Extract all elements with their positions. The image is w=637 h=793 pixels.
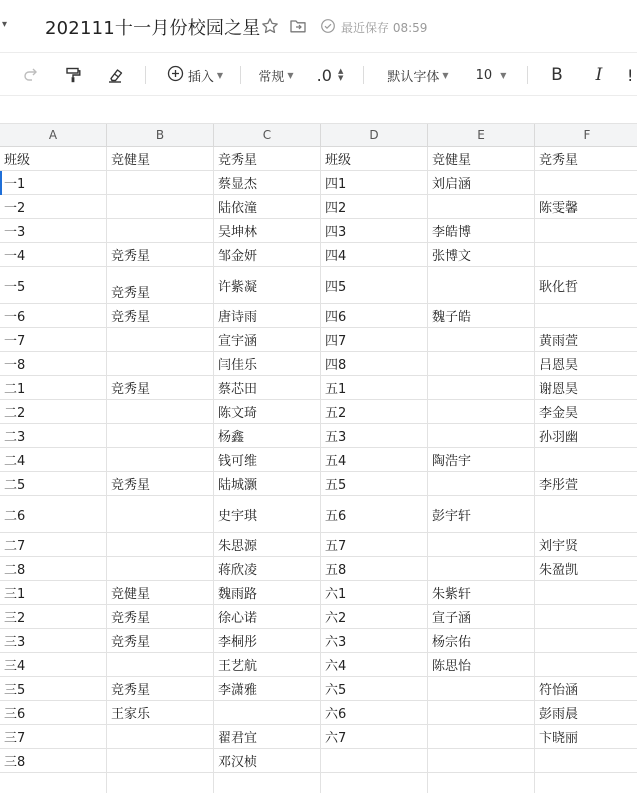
grid-cell-d[interactable]: 五7	[321, 533, 428, 556]
title-bar	[0, 0, 637, 52]
grid-cell-c[interactable]: 竞秀星	[214, 147, 321, 170]
font-family-label: 默认字体	[387, 69, 440, 85]
grid-cell-d[interactable]: 六4	[321, 653, 428, 676]
grid-cell-e[interactable]: 杨宗佑	[428, 629, 535, 652]
grid-cell-c[interactable]: 蔡芯田	[214, 376, 321, 399]
grid-cell-b[interactable]: 竞秀星	[107, 304, 214, 327]
table-row	[0, 195, 637, 219]
grid-cell-c[interactable]: 朱思源	[214, 533, 321, 556]
grid-cell-d[interactable]: 六7	[321, 725, 428, 748]
selection-cursor	[0, 171, 2, 195]
column-header-b[interactable]: B	[107, 124, 214, 147]
grid-cell-e[interactable]: 彭宇轩	[428, 496, 535, 532]
table-row	[0, 557, 637, 581]
table-row	[0, 725, 637, 749]
grid-cell-e[interactable]: 宣子涵	[428, 605, 535, 628]
table-row	[0, 267, 637, 304]
grid-cell-f[interactable]: 孙羽幽	[535, 424, 637, 447]
grid-cell-d[interactable]: 四3	[321, 219, 428, 242]
table-row	[0, 328, 637, 352]
more-tools-icon[interactable]: !	[627, 65, 634, 85]
grid-cell-c[interactable]: 魏雨路	[214, 581, 321, 604]
chevron-down-icon: ▼	[216, 70, 224, 80]
grid-cell-e[interactable]	[428, 352, 535, 375]
grid-cell-d[interactable]: 六1	[321, 581, 428, 604]
grid-cell-a[interactable]: 二3	[0, 424, 107, 447]
grid-cell-c[interactable]	[214, 773, 321, 793]
grid-cell-b[interactable]: 竞秀星	[107, 677, 214, 700]
grid-cell-a[interactable]: 二2	[0, 400, 107, 423]
grid-cell-b[interactable]	[107, 219, 214, 242]
grid-cell-a[interactable]: 一1	[0, 171, 107, 194]
grid-cell-a[interactable]: 一8	[0, 352, 107, 375]
insert-menu-button[interactable]	[163, 53, 227, 97]
grid-cell-a[interactable]: 三2	[0, 605, 107, 628]
grid-cell-d[interactable]: 六5	[321, 677, 428, 700]
grid-cell-a[interactable]	[0, 773, 107, 793]
move-to-folder-icon[interactable]	[288, 16, 308, 36]
grid-cell-c[interactable]: 王艺航	[214, 653, 321, 676]
table-row	[0, 376, 637, 400]
grid-cell-e[interactable]	[428, 267, 535, 303]
grid-cell-a[interactable]: 一2	[0, 195, 107, 218]
table-row	[0, 533, 637, 557]
grid-cell-a[interactable]: 二4	[0, 448, 107, 471]
grid-cell-a[interactable]: 二8	[0, 557, 107, 580]
font-size-dropdown[interactable]	[471, 53, 511, 97]
toolbar-divider	[145, 66, 146, 84]
grid-cell-a[interactable]: 三5	[0, 677, 107, 700]
grid-cell-c[interactable]: 杨鑫	[214, 424, 321, 447]
grid-cell-b[interactable]: 竞秀星	[107, 376, 214, 399]
grid-cell-c[interactable]: 史宇琪	[214, 496, 321, 532]
table-row	[0, 424, 637, 448]
grid-cell-b[interactable]: 王家乐	[107, 701, 214, 724]
grid-cell-d[interactable]: 四6	[321, 304, 428, 327]
grid-cell-f[interactable]: 符怡涵	[535, 677, 637, 700]
toolbar-divider	[363, 66, 364, 84]
grid-cell-c[interactable]: 许紫凝	[214, 267, 321, 303]
grid-cell-f[interactable]	[535, 171, 637, 194]
grid-cell-a[interactable]: 二5	[0, 472, 107, 495]
grid-cell-e[interactable]	[428, 557, 535, 580]
grid-cell-c[interactable]	[214, 701, 321, 724]
grid-cell-e[interactable]	[428, 773, 535, 793]
grid-cell-b[interactable]: 竞秀星	[107, 629, 214, 652]
grid-cell-b[interactable]	[107, 653, 214, 676]
grid-cell-f[interactable]: 陈雯馨	[535, 195, 637, 218]
column-header-a[interactable]: A	[0, 124, 107, 147]
grid-cell-c[interactable]: 唐诗雨	[214, 304, 321, 327]
grid-cell-f[interactable]	[535, 749, 637, 772]
grid-cell-a[interactable]: 三7	[0, 725, 107, 748]
grid-cell-b[interactable]: 竞健星	[107, 147, 214, 170]
grid-cell-e[interactable]	[428, 472, 535, 495]
grid-cell-e[interactable]: 陶浩宇	[428, 448, 535, 471]
grid-cell-d[interactable]: 四4	[321, 243, 428, 266]
grid-cell-b[interactable]	[107, 195, 214, 218]
grid-cell-b[interactable]	[107, 773, 214, 793]
grid-cell-b[interactable]	[107, 749, 214, 772]
formula-bar[interactable]	[0, 96, 637, 124]
grid-cell-f[interactable]: 谢恩昊	[535, 376, 637, 399]
grid-cell-c[interactable]: 钱可维	[214, 448, 321, 471]
grid-cell-b[interactable]	[107, 328, 214, 351]
column-header-f[interactable]: F	[535, 124, 637, 147]
table-row	[0, 219, 637, 243]
font-size-label: 10	[475, 67, 493, 83]
grid-cell-d[interactable]: 五1	[321, 376, 428, 399]
grid-cell-d[interactable]: 四2	[321, 195, 428, 218]
grid-cell-c[interactable]: 陈文琦	[214, 400, 321, 423]
grid-cell-e[interactable]	[428, 195, 535, 218]
table-row	[0, 496, 637, 533]
grid-cell-b[interactable]	[107, 352, 214, 375]
grid-cell-f[interactable]	[535, 243, 637, 266]
grid-cell-e[interactable]: 魏子皓	[428, 304, 535, 327]
grid-cell-d[interactable]: 四1	[321, 171, 428, 194]
grid-cell-f[interactable]	[535, 605, 637, 628]
grid-cell-e[interactable]	[428, 328, 535, 351]
table-row	[0, 147, 637, 171]
chevron-down-icon: ▼	[500, 70, 507, 80]
grid-cell-a[interactable]: 一4	[0, 243, 107, 266]
grid-cell-b[interactable]: 竞秀星	[107, 605, 214, 628]
toolbar-divider	[240, 66, 241, 84]
table-row	[0, 605, 637, 629]
grid-cell-f[interactable]	[535, 773, 637, 793]
column-header-e[interactable]: E	[428, 124, 535, 147]
grid-cell-d[interactable]: 班级	[321, 147, 428, 170]
grid-cell-c[interactable]: 吴坤林	[214, 219, 321, 242]
grid-cell-b[interactable]: 竞秀星	[107, 267, 214, 303]
grid-cell-d[interactable]: 五2	[321, 400, 428, 423]
column-header-d[interactable]: D	[321, 124, 428, 147]
grid-cell-a[interactable]: 三8	[0, 749, 107, 772]
grid-cell-a[interactable]: 二1	[0, 376, 107, 399]
grid-cell-d[interactable]: 五3	[321, 424, 428, 447]
grid-cell-c[interactable]: 邹金妍	[214, 243, 321, 266]
table-row	[0, 773, 637, 793]
number-format-label: 常规	[258, 69, 285, 85]
insert-label: 插入	[187, 69, 214, 85]
chevron-down-icon: ▼	[442, 70, 449, 80]
grid-cell-a[interactable]: 一6	[0, 304, 107, 327]
clear-format-eraser-icon[interactable]	[104, 53, 126, 97]
grid-cell-e[interactable]	[428, 701, 535, 724]
grid-cell-a[interactable]: 三1	[0, 581, 107, 604]
grid-cell-e[interactable]	[428, 400, 535, 423]
grid-cell-e[interactable]	[428, 749, 535, 772]
stepper-arrows-icon: ▲ ▼	[337, 67, 344, 82]
grid-cell-f[interactable]: 黄雨萱	[535, 328, 637, 351]
grid-rows	[0, 147, 637, 793]
grid-cell-b[interactable]: 竞秀星	[107, 243, 214, 266]
grid-cell-f[interactable]	[535, 496, 637, 532]
grid-cell-f[interactable]: 吕恩昊	[535, 352, 637, 375]
grid-cell-d[interactable]: 五6	[321, 496, 428, 532]
grid-cell-c[interactable]: 闫佳乐	[214, 352, 321, 375]
grid-cell-f[interactable]: 李彤萱	[535, 472, 637, 495]
grid-cell-f[interactable]	[535, 304, 637, 327]
grid-cell-a[interactable]: 二7	[0, 533, 107, 556]
redo-icon[interactable]	[20, 53, 42, 97]
table-row	[0, 472, 637, 496]
format-painter-icon[interactable]	[62, 53, 84, 97]
grid-cell-b[interactable]: 竞健星	[107, 581, 214, 604]
star-icon[interactable]	[260, 16, 280, 36]
font-family-dropdown[interactable]	[381, 53, 455, 97]
grid-cell-a[interactable]: 一3	[0, 219, 107, 242]
grid-cell-e[interactable]: 李皓博	[428, 219, 535, 242]
grid-cell-f[interactable]: 彭雨晨	[535, 701, 637, 724]
decimal-places-stepper[interactable]	[312, 53, 348, 97]
grid-cell-a[interactable]: 班级	[0, 147, 107, 170]
grid-cell-d[interactable]: 五4	[321, 448, 428, 471]
grid-cell-e[interactable]	[428, 533, 535, 556]
table-row	[0, 243, 637, 267]
grid-cell-c[interactable]: 蔡显杰	[214, 171, 321, 194]
grid-cell-f[interactable]	[535, 448, 637, 471]
grid-cell-e[interactable]	[428, 677, 535, 700]
grid-cell-e[interactable]: 竞健星	[428, 147, 535, 170]
grid-cell-a[interactable]: 一7	[0, 328, 107, 351]
grid-cell-e[interactable]	[428, 376, 535, 399]
grid-cell-d[interactable]: 六3	[321, 629, 428, 652]
table-row	[0, 653, 637, 677]
grid-cell-f[interactable]: 竞秀星	[535, 147, 637, 170]
toolbar	[0, 52, 637, 96]
grid-cell-c[interactable]: 邓汉桢	[214, 749, 321, 772]
menu-caret-icon[interactable]: ▾	[2, 19, 8, 30]
grid-cell-e[interactable]: 朱紫轩	[428, 581, 535, 604]
table-row	[0, 701, 637, 725]
saved-check-icon	[318, 16, 338, 36]
grid-cell-b[interactable]	[107, 533, 214, 556]
column-header-c[interactable]: C	[214, 124, 321, 147]
table-row	[0, 749, 637, 773]
table-row	[0, 677, 637, 701]
column-headers	[0, 124, 637, 147]
grid-cell-c[interactable]: 宣宇涵	[214, 328, 321, 351]
table-row	[0, 629, 637, 653]
grid-cell-a[interactable]: 三3	[0, 629, 107, 652]
grid-cell-b[interactable]	[107, 557, 214, 580]
grid-cell-e[interactable]: 陈思怡	[428, 653, 535, 676]
grid-cell-d[interactable]: 六6	[321, 701, 428, 724]
italic-button[interactable]: I	[595, 65, 603, 85]
grid-cell-c[interactable]: 陆依潼	[214, 195, 321, 218]
grid-cell-c[interactable]: 李潇雅	[214, 677, 321, 700]
grid-cell-b[interactable]: 竞秀星	[107, 472, 214, 495]
grid-cell-d[interactable]: 五8	[321, 557, 428, 580]
grid-cell-e[interactable]	[428, 424, 535, 447]
table-row	[0, 400, 637, 424]
grid-cell-b[interactable]	[107, 171, 214, 194]
table-row	[0, 448, 637, 472]
grid-cell-c[interactable]: 徐心诺	[214, 605, 321, 628]
grid-cell-f[interactable]: 刘宇贤	[535, 533, 637, 556]
spreadsheet-grid	[0, 124, 637, 793]
save-status: 最近保存 08:59	[341, 21, 428, 35]
grid-cell-f[interactable]: 李金昊	[535, 400, 637, 423]
grid-cell-d[interactable]: 四7	[321, 328, 428, 351]
grid-cell-a[interactable]: 一5	[0, 267, 107, 303]
grid-cell-b[interactable]	[107, 400, 214, 423]
grid-cell-d[interactable]	[321, 773, 428, 793]
grid-cell-b[interactable]	[107, 424, 214, 447]
grid-cell-f[interactable]	[535, 581, 637, 604]
decimal-label: .0	[316, 65, 332, 85]
grid-cell-a[interactable]: 二6	[0, 496, 107, 532]
chevron-down-icon: ▼	[287, 70, 294, 80]
grid-cell-d[interactable]: 五5	[321, 472, 428, 495]
grid-cell-d[interactable]: 四5	[321, 267, 428, 303]
grid-cell-a[interactable]: 三6	[0, 701, 107, 724]
bold-button[interactable]: B	[551, 65, 563, 85]
table-row	[0, 171, 637, 195]
grid-cell-f[interactable]: 朱盈凯	[535, 557, 637, 580]
grid-cell-d[interactable]	[321, 749, 428, 772]
grid-cell-a[interactable]: 三4	[0, 653, 107, 676]
grid-cell-e[interactable]	[428, 725, 535, 748]
grid-cell-b[interactable]	[107, 448, 214, 471]
grid-cell-f[interactable]	[535, 653, 637, 676]
grid-cell-d[interactable]: 四8	[321, 352, 428, 375]
grid-cell-f[interactable]: 耿化哲	[535, 267, 637, 303]
grid-cell-e[interactable]: 张博文	[428, 243, 535, 266]
table-row	[0, 581, 637, 605]
grid-cell-b[interactable]	[107, 496, 214, 532]
number-format-dropdown[interactable]	[254, 53, 298, 97]
insert-plus-icon	[167, 65, 184, 86]
grid-cell-f[interactable]	[535, 629, 637, 652]
grid-cell-f[interactable]: 卞晓丽	[535, 725, 637, 748]
table-row	[0, 304, 637, 328]
document-title[interactable]: 202111十一月份校园之星	[45, 18, 261, 39]
grid-cell-e[interactable]: 刘启涵	[428, 171, 535, 194]
grid-cell-c[interactable]: 翟君宜	[214, 725, 321, 748]
grid-cell-c[interactable]: 李桐彤	[214, 629, 321, 652]
grid-cell-b[interactable]	[107, 725, 214, 748]
grid-cell-c[interactable]: 陆城灏	[214, 472, 321, 495]
toolbar-divider	[527, 66, 528, 84]
table-row	[0, 352, 637, 376]
grid-cell-c[interactable]: 蒋欣凌	[214, 557, 321, 580]
grid-cell-d[interactable]: 六2	[321, 605, 428, 628]
grid-cell-f[interactable]	[535, 219, 637, 242]
